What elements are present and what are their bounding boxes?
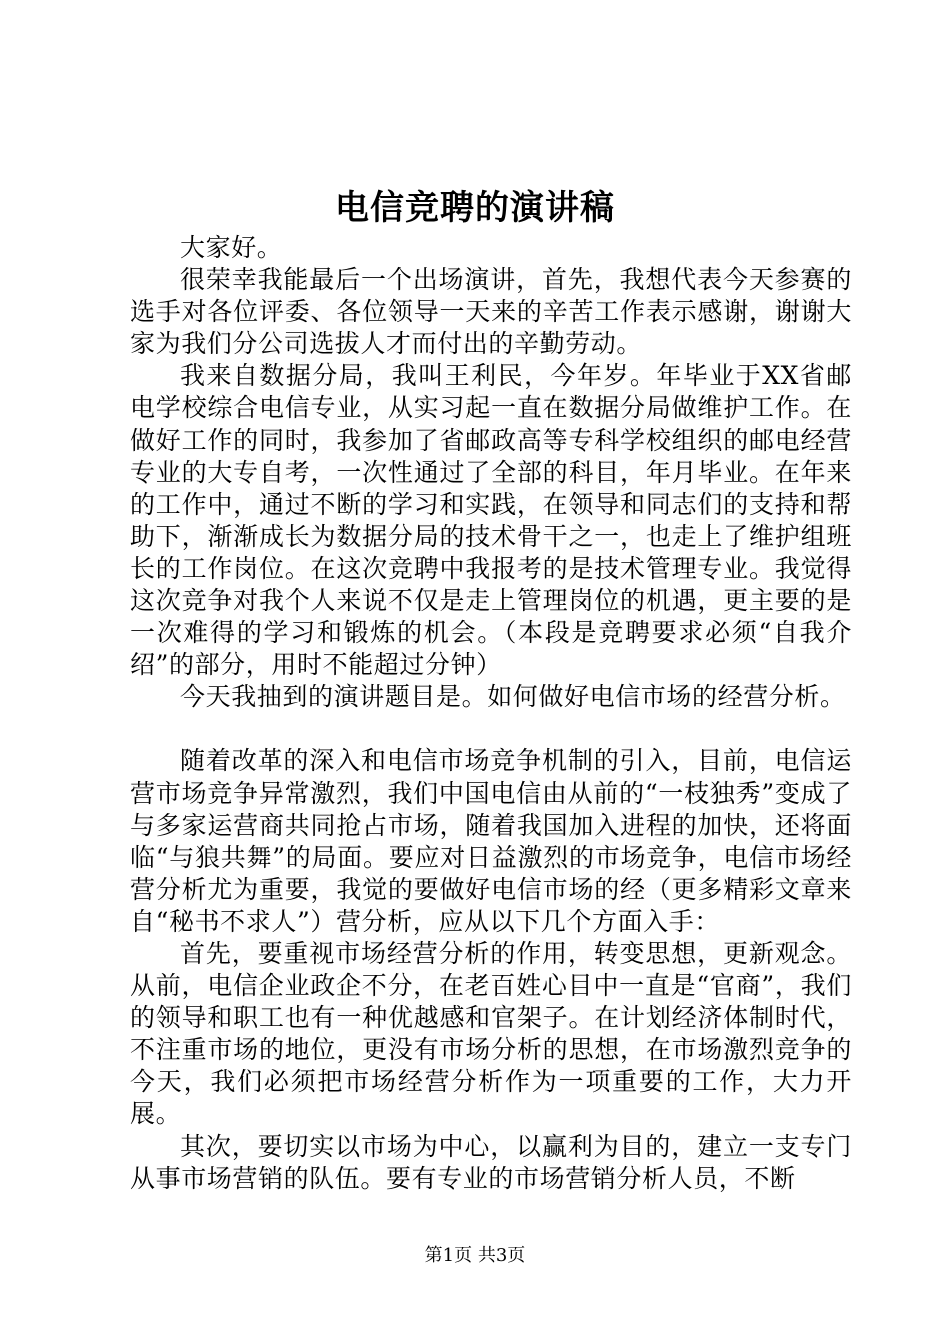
paragraph-first-point: 首先，要重视市场经营分析的作用，转变思想，更新观念。从前，电信企业政企不分，在老百姓心目中一直是“官商”，我们的领导和职工也有一种优越感和官架子。在计划经济体制时代，不注重市场的地位，更没有市场分析的思想，在市场激烈竞争的今天，我们必须把市场经营分析作为一项重要的工作，大力开展。	[130, 938, 852, 1129]
document-title: 电信竞聘的演讲稿	[335, 188, 615, 228]
paragraph-greeting: 大家好。	[180, 233, 283, 262]
paragraph-self-introduction: 我来自数据分局，我叫王利民，今年岁。年毕业于XX省邮电学校综合电信专业，从实习起一直在数据分局做维护工作。在做好工作的同时，我参加了省邮政高等专科学校组织的邮电经营专业的大专自考，一次性通过了全部的科目，年月毕业。在年来的工作中，通过不断的学习和实践，在领导和同志们的支持和帮助下，渐渐成长为数据分局的技术骨干之一，也走上了维护组班长的工作岗位。在这次竞聘中我报考的是技术管理专业。我觉得这次竞争对我个人来说不仅是走上管理岗位的机遇，更主要的是一次难得的学习和锻炼的机会。（本段是竞聘要求必须“自我介绍”的部分，用时不能超过分钟）	[130, 361, 852, 680]
paragraph-second-point: 其次，要切实以市场为中心，以赢利为目的，建立一支专门从事市场营销的队伍。要有专业的市场营销分析人员，不断	[130, 1131, 852, 1193]
paragraph-market-context: 随着改革的深入和电信市场竞争机制的引入，目前，电信运营市场竞争异常激烈，我们中国电信由从前的“一枝独秀”变成了与多家运营商共同抢占市场，随着我国加入进程的加快，还将面临“与狼共舞”的局面。要应对日益激烈的市场竞争，电信市场经营分析尤为重要，我觉的要做好电信市场的经（更多精彩文章来自“秘书不求人”）营分析，应从以下几个方面入手：	[130, 746, 852, 936]
paragraph-topic: 今天我抽到的演讲题目是。如何做好电信市场的经营分析。	[180, 682, 846, 712]
paragraph-thanks: 很荣幸我能最后一个出场演讲，首先，我想代表今天参赛的选手对各位评委、各位领导一天来的辛苦工作表示感谢，谢谢大家为我们分公司选拔人才而付出的辛勤劳动。	[130, 265, 852, 359]
document-body	[130, 232, 852, 1195]
page-number-footer: 第1页 共3页	[424, 1245, 526, 1266]
